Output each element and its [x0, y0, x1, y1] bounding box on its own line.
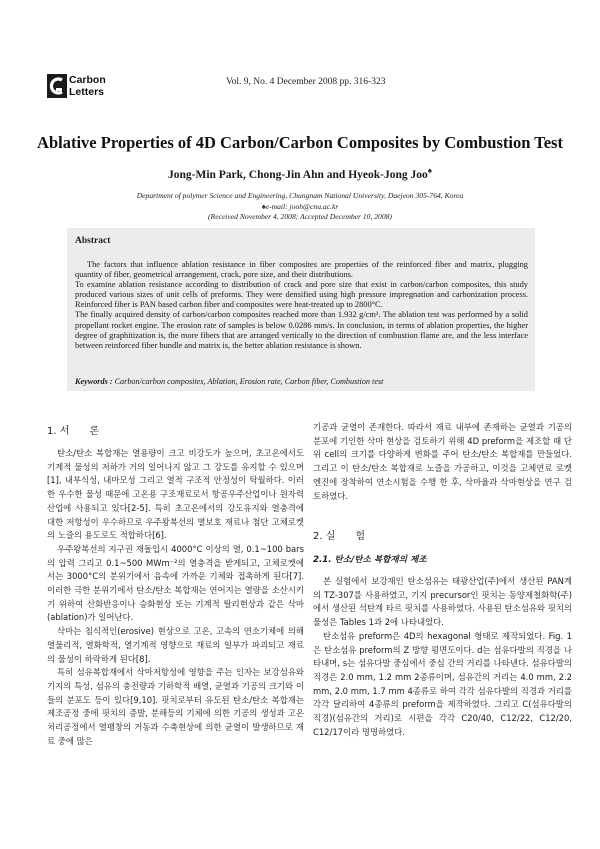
received-dates: (Received November 4, 2008; Accepted December 10, 2008) — [208, 212, 392, 222]
journal-name-line2: Letters — [69, 86, 105, 98]
affiliation-block — [0, 191, 600, 223]
right-column-top — [313, 421, 572, 503]
subsection-heading: 2.1. 탄소/탄소 복합재의 제조 — [313, 555, 427, 565]
body-paragraph: 본 실험에서 보강재인 탄소섬유는 태광산업(주)에서 생산된 PAN계의 TZ-307를 사용하였고, 기지 precursor인 핏치는 동양제철화학(주)에서 생산된 석탄계 타르 핏치를 사용하였다. 사용된 탄소섬유와 핏치의 물성은 Tables 1과 2에 나타내었다. — [313, 576, 572, 628]
journal-name-line1: Carbon — [69, 74, 106, 86]
body-paragraph: 탄소/탄소 복합재는 열용량이 크고 비강도가 높으며, 초고온에서도 기계적 물성의 저하가 거의 일어나지 않고 그 강도를 유지할 수 있으며[1], 내부식성, 내마모성 그리고 열적 구조적 안정성이 탁월하다. 이러한 우수한 물성 때문에 고온용 구조재료로서 항공우주산업이나 원자력 산업에 사용되고 있다[2-5]. 특히 초고온에서의 강도유지와 열충격에 대한 저항성이 우수하므로 우주왕복선의 열보호 재료나 첨단 고체로켓의 노즐의 용도로도 적합하다[6]. — [47, 448, 304, 541]
corresponding-mark: ♠ — [427, 166, 432, 175]
journal-name — [69, 74, 106, 98]
abstract-body — [75, 260, 528, 351]
section-heading-experiment: 2. 실 험 — [313, 531, 366, 542]
right-column-bottom — [313, 575, 572, 739]
author-list — [0, 166, 600, 181]
journal-logo — [47, 74, 157, 102]
keywords-label: Keywords : — [75, 377, 113, 386]
affiliation: Department of polymer Science and Engineering, Chungnam National University, Daejeon 305-764, Korea — [136, 191, 464, 200]
abstract-paragraph: The factors that influence ablation resistance in fiber composites are properties of the reinforced fiber and matrix, plugging quantity of fiber, geometrical arrangement, crack, pore size, and their distributions. — [75, 260, 528, 280]
section-heading-introduction: 1. 서 론 — [47, 426, 100, 437]
authors-text: Jong-Min Park, Chong-Jin Ahn and Hyeok-Jong Joo — [167, 168, 428, 181]
body-paragraph: 탄소섬유 preform은 4D의 hexagonal 형태로 제작되었다. Fig. 1은 탄소섬유 preform의 Z 방향 평면도이다. d는 섬유다발의 직경을 나타내며, s는 섬유다발 중심에서 중심 간의 거리를 나타낸다. 섬유다발의 직경은 2.0 mm, 1.2 mm 2종류이며, 섬유간의 거리는 4.0 mm, 2.2 mm, 2.0 mm, 1.7 mm 4종류로 하여 각각 섬유다발의 직경과 거리를 각각 달리하여 4종류의 preform을 제작하였다. 그리고 C(섬유다발의 직경)(섬유간의 거리)로 시편을 각각 C20/40, C12/22, C12/20, C12/17이라 명명하였다. — [313, 630, 572, 737]
body-paragraph: 삭마는 침식적인(erosive) 현상으로 고온, 고속의 연소기체에 의해 열물리적, 열화학적, 열기계적 영향으로 재료의 일부가 파괴되고 재료의 물성이 하락하게 된다[8]. — [47, 626, 304, 664]
keywords-line — [75, 377, 383, 386]
left-column — [47, 447, 304, 748]
body-paragraph: 우주왕복선의 지구권 재돌입시 4000°C 이상의 열, 0.1~100 bars의 압력 그리고 0.1~500 MWm⁻²의 열충격을 받게되고, 고체로켓에서는 3000°C의 분위기에서 음속에 가까운 기체와 접촉하게 된다[7]. 이러한 극한 분위기에서 탄소/탄소 복합재는 연어지는 열량을 소산시키기 위하여 산화반응이나 승화현상 또는 기계적 탈리현상과 같은 삭마(ablation)가 일어난다. — [47, 543, 304, 623]
abstract-paragraph: To examine ablation resistance according to distribution of crack and pore size that exist in carbon/carbon composites, this study produced various sizes of unit cells of preforms. They were densified using high pressure impregnation and carbonization process. Reinforced fiber is PAN based carbon fiber and composites were heat-treated up to 2800°C. — [75, 280, 528, 310]
body-paragraph: 기공과 균열이 존재한다. 따라서 재료 내부에 존재하는 균열과 기공의 분포에 기인한 삭마 현상을 검토하기 위해 4D preform을 제조할 때 단위 cell의 크기를 다양하게 변화를 주어 탄소/탄소 복합재를 만들었다. 그리고 이 탄소/탄소 복합재로 노즐을 가공하고, 이것을 고체연료 로켓엔진에 장착하여 연소시험을 수행 한 후, 삭마율과 삭마현상을 연구 검토하였다. — [313, 422, 572, 501]
keywords-text: Carbon/carbon composites, Ablation, Erosion rate, Carbon fiber, Combustion test — [114, 377, 384, 386]
abstract-heading: Abstract — [75, 236, 111, 246]
carbon-letters-logo-icon — [47, 74, 67, 98]
body-paragraph: 특히 섬유복합재에서 삭마저항성에 영향을 주는 인자는 보강섬유와 기지의 특성, 섬유의 충전량과 기하학적 배열, 균열과 기공의 크기와 이들의 분포도 등이 있다[9,10]. 핏치로부터 유도된 탄소/탄소 복합재는 제조공정 중에 핏치의 증발, 분해등의 기체에 의한 기공의 생성과 고온처리공정에서 열팽창의 거동과 수축현상에 의한 균열이 발생하므로 재료 중에 많은 — [47, 667, 304, 746]
citation-line: Vol. 9, No. 4 December 2008 pp. 316-323 — [226, 77, 386, 87]
email: ♠e-mail: jooh@cnu.ac.kr — [261, 201, 339, 211]
abstract-paragraph: The finally acquired density of carbon/carbon composites reached more than 1.932 g/cm³. The ablation test was performed by a solid propellant rocket engine. The erosion rate of samples is below 0.0286 mm/s. In conclusion, in terms of ablation properties, the higher degree of graphitization is, the more fibers that are arranged vertically to the direction of combustion flame are, and the less interface between reinforced fiber bundle and matrix is, the better ablation resistance is shown. — [75, 310, 528, 350]
article-title: Ablative Properties of 4D Carbon/Carbon Composites by Combustion Test — [37, 133, 563, 152]
